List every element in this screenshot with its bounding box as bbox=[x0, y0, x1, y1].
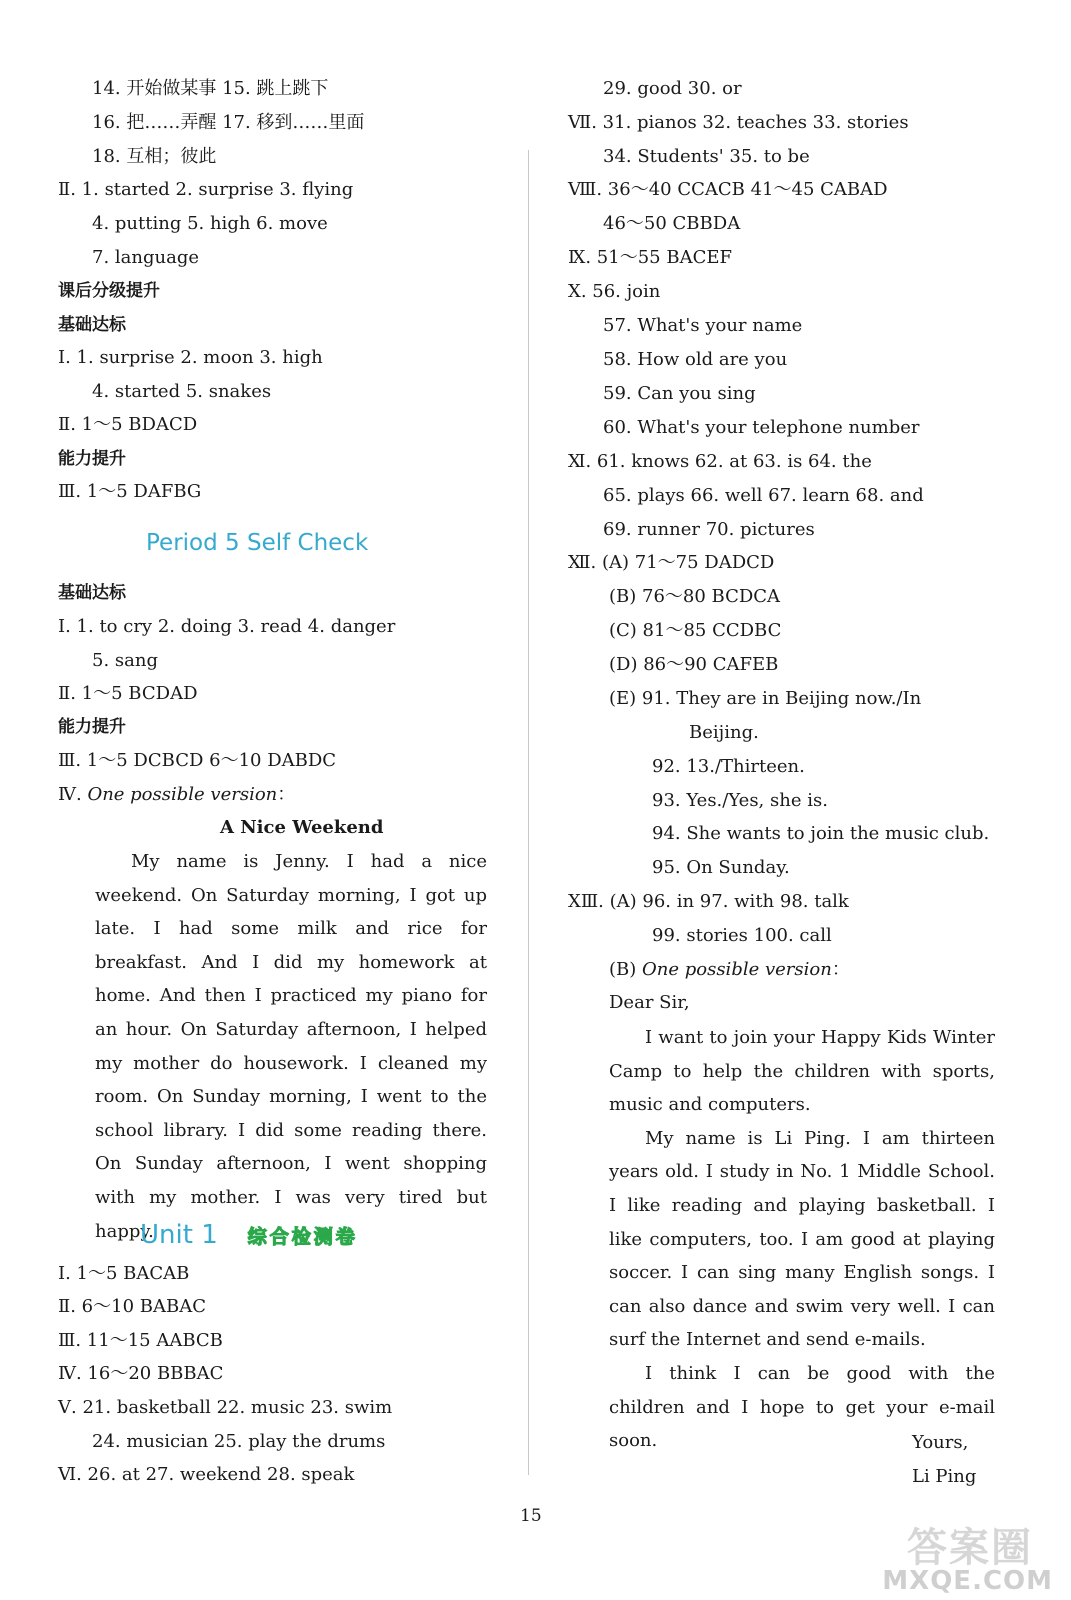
answer-line: (E) 91. They are in Beijing now./In bbox=[609, 688, 922, 709]
answer-line: Ⅴ. 21. basketball 22. music 23. swim bbox=[58, 1397, 393, 1418]
answer-line: 46～50 CBBDA bbox=[603, 213, 741, 234]
answer-line: Ⅳ. 16～20 BBBAC bbox=[58, 1363, 224, 1384]
answer-line: Ⅲ. 11～15 AABCB bbox=[58, 1330, 223, 1351]
answer-line: 4. putting 5. high 6. move bbox=[92, 213, 328, 234]
answer-line: Ⅰ. 1. surprise 2. moon 3. high bbox=[58, 347, 323, 368]
answer-line: 5. sang bbox=[92, 650, 158, 671]
watermark-logo bbox=[843, 1516, 1053, 1596]
answer-line: Ⅱ. 1～5 BCDAD bbox=[58, 683, 198, 704]
answer-line: 57. What's your name bbox=[603, 315, 803, 336]
answer-line: Ⅰ. 1. to cry 2. doing 3. read 4. danger bbox=[58, 616, 396, 637]
letter-paragraph: I want to join your Happy Kids Winter Camp to help the children with sports, music and computers. bbox=[609, 1027, 995, 1116]
answer-line: 94. She wants to join the music club. bbox=[652, 823, 990, 844]
answer-line: 60. What's your telephone number bbox=[603, 417, 920, 438]
answer-line: Ⅰ. 1～5 BACAB bbox=[58, 1263, 190, 1284]
version-colon: ： bbox=[277, 784, 296, 805]
answer-line: (B) 76～80 BCDCA bbox=[609, 586, 781, 607]
version-prefix: Ⅳ. bbox=[58, 784, 88, 805]
letter-body bbox=[609, 1021, 995, 1458]
answer-line: Ⅹ. 56. join bbox=[568, 281, 661, 302]
answer-line: 58. How old are you bbox=[603, 349, 788, 370]
answer-line: ⅩⅢ. (A) 96. in 97. with 98. talk bbox=[568, 891, 849, 912]
column-divider bbox=[528, 150, 529, 1475]
answer-line: 4. started 5. snakes bbox=[92, 381, 272, 402]
answer-line: 93. Yes./Yes, she is. bbox=[652, 790, 828, 811]
section-heading: 课后分级提升 bbox=[58, 281, 160, 301]
answer-line: 92. 13./Thirteen. bbox=[652, 756, 805, 777]
version-prefix: (B) bbox=[609, 959, 642, 980]
unit-title-cn: 综合检测卷 bbox=[247, 1226, 358, 1248]
essay-body bbox=[95, 845, 487, 1248]
answer-line: 16. 把……弄醒 17. 移到……里面 bbox=[92, 112, 365, 133]
period-title: Period 5 Self Check bbox=[146, 530, 369, 556]
answer-line: Ⅻ. (A) 71～75 DADCD bbox=[568, 552, 775, 573]
answer-line: (D) 86～90 CAFEB bbox=[609, 654, 779, 675]
version-colon: ： bbox=[831, 959, 850, 980]
answer-line: 65. plays 66. well 67. learn 68. and bbox=[603, 485, 924, 506]
answer-line: Ⅺ. 61. knows 62. at 63. is 64. the bbox=[568, 451, 872, 472]
version-label: One possible version bbox=[87, 784, 278, 805]
answer-line: Ⅸ. 51～55 BACEF bbox=[568, 247, 732, 268]
answer-line: Ⅲ. 1～5 DCBCD 6～10 DABDC bbox=[58, 750, 337, 771]
section-heading: 基础达标 bbox=[58, 315, 126, 335]
page-number: 15 bbox=[520, 1506, 542, 1526]
version-line bbox=[58, 784, 295, 806]
answer-line: 95. On Sunday. bbox=[652, 857, 790, 878]
section-heading: 基础达标 bbox=[58, 583, 126, 603]
answer-line: Ⅲ. 1～5 DAFBG bbox=[58, 481, 202, 502]
answer-line: Ⅱ. 1～5 BDACD bbox=[58, 414, 198, 435]
essay-paragraph: My name is Jenny. I had a nice weekend. On Saturday morning, I got up late. I had some milk and rice for breakfast. And I did my homework at home. And then I practiced my piano for an hour. On Saturday afternoon, I helped my mother do housework. I cleaned my room. On Sunday morning, I went to the school library. I did some reading there. On Sunday afternoon, I went shopping with my mother. I was very tired but happy. bbox=[95, 851, 487, 1242]
unit-title bbox=[140, 1220, 358, 1250]
watermark-bottom: MXQE.COM bbox=[882, 1566, 1053, 1596]
answer-line: 69. runner 70. pictures bbox=[603, 519, 815, 540]
answer-line: 14. 开始做某事 15. 跳上跳下 bbox=[92, 78, 329, 99]
version-line bbox=[609, 959, 850, 981]
answer-line: 99. stories 100. call bbox=[652, 925, 832, 946]
answer-line: Ⅱ. 1. started 2. surprise 3. flying bbox=[58, 179, 354, 200]
letter-signature: Li Ping bbox=[912, 1466, 977, 1487]
letter-paragraph: My name is Li Ping. I am thirteen years old. I study in No. 1 Middle School. I like reading and playing basketball. I like computers, too. I am good at playing soccer. I can sing many English songs. I can also dance and swim very well. I can surf the Internet and send e-mails. bbox=[609, 1127, 995, 1351]
answer-line: 18. 互相；彼此 bbox=[92, 146, 217, 167]
section-heading: 能力提升 bbox=[58, 449, 126, 469]
answer-line: Ⅷ. 36～40 CCACB 41～45 CABAD bbox=[568, 179, 888, 200]
letter-paragraph: I think I can be good with the children and I hope to get your e-mail soon. bbox=[609, 1362, 995, 1452]
answer-line: 24. musician 25. play the drums bbox=[92, 1431, 386, 1452]
answer-line: 7. language bbox=[92, 247, 199, 268]
answer-line: Beijing. bbox=[689, 722, 759, 743]
answer-line: (C) 81～85 CCDBC bbox=[609, 620, 782, 641]
version-label: One possible version bbox=[642, 959, 832, 980]
answer-line: Ⅱ. 6～10 BABAC bbox=[58, 1296, 206, 1317]
section-heading: 能力提升 bbox=[58, 717, 126, 737]
answer-line: Ⅵ. 26. at 27. weekend 28. speak bbox=[58, 1464, 355, 1485]
unit-title-en: Unit 1 bbox=[140, 1220, 218, 1250]
answer-line: 34. Students' 35. to be bbox=[603, 146, 810, 167]
watermark-top: 答案圈 bbox=[907, 1525, 1033, 1571]
answer-line: Ⅶ. 31. pianos 32. teaches 33. stories bbox=[568, 112, 909, 133]
letter-closing: Yours, bbox=[912, 1432, 969, 1453]
answer-line: 59. Can you sing bbox=[603, 383, 756, 404]
essay-title: A Nice Weekend bbox=[220, 817, 384, 838]
answer-line: 29. good 30. or bbox=[603, 78, 742, 99]
letter-greeting: Dear Sir, bbox=[609, 992, 690, 1013]
